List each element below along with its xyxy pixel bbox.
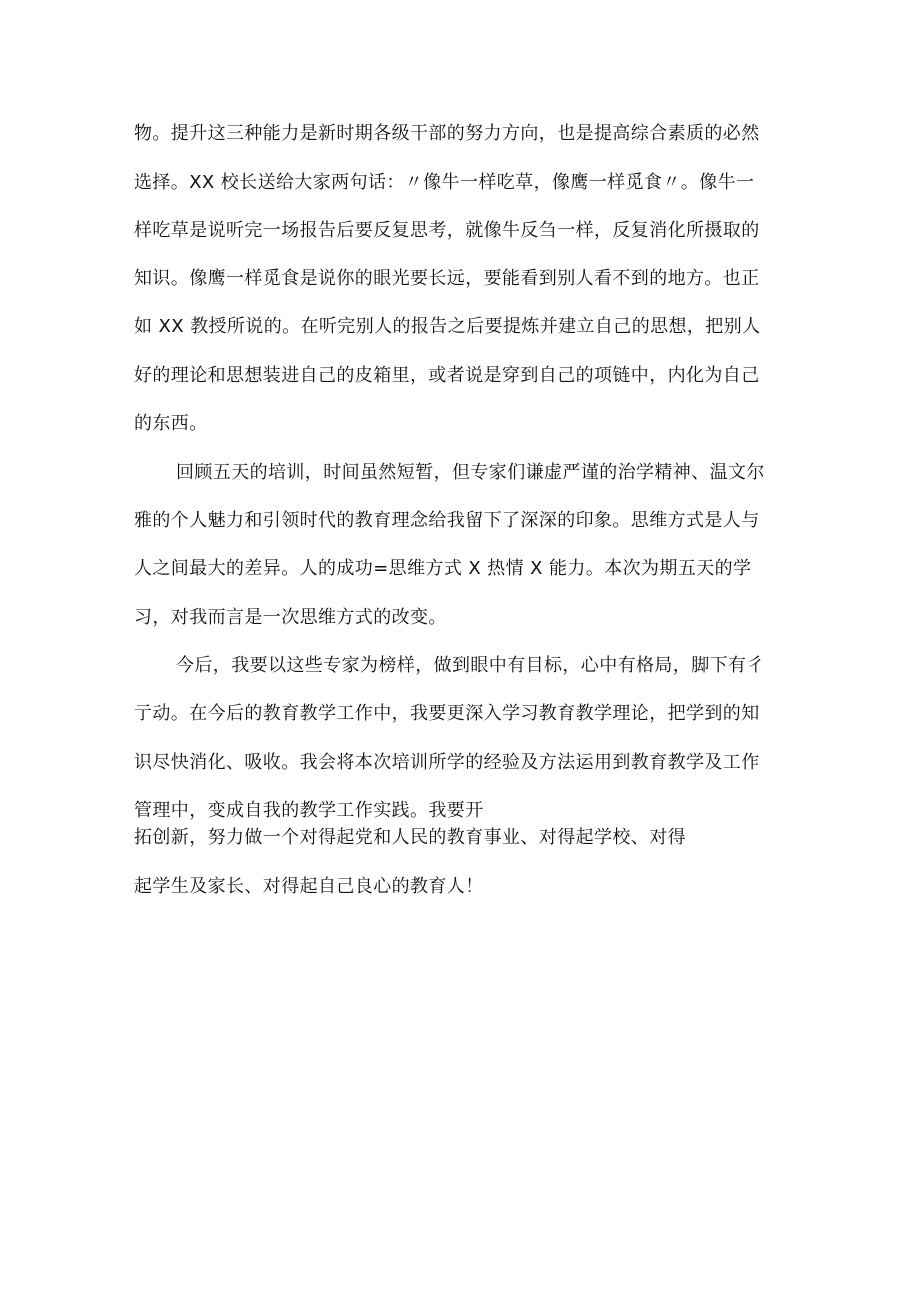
paragraph-1-line-5: 如 XX 教授所说的。在听完别人的报告之后要提炼并建立自己的思想，把别人 (134, 316, 761, 337)
paragraph-3-line-2: 亍动。在今后的教育教学工作中，我要更深入学习教育教学理论，把学到的知 (134, 703, 760, 724)
paragraph-3-line-3: 识尽快消化、吸收。我会将本次培训所学的经验及方法运用到教育教学及工作 (134, 752, 760, 773)
paragraph-3-line-6: 起学生及家长、对得起自己良心的教育人！ (134, 876, 484, 897)
paragraph-1-line-2: 选择。XX 校长送给大家两句话：〃像牛一样吃草，像鹰一样觅食〃。像牛一 (134, 172, 755, 193)
paragraph-3-line-4: 管理中，变成自我的教学工作实践。我要开 (134, 800, 484, 821)
paragraph-1-line-1: 物。提升这三种能力是新时期各级干部的努力方向，也是提高综合素质的必然 (134, 123, 760, 144)
paragraph-2-line-1: 回顾五天的培训，时间虽然短暂，但专家们谦虚严谨的治学精神、温文尔 (176, 462, 765, 483)
paragraph-2-line-3: 人之间最大的差异。人的成功=思维方式 X 热情 X 能力。本次为期五天的学 (134, 558, 752, 579)
paragraph-1-line-4: 知识。像鹰一样觅食是说你的眼光要长远，要能看到别人看不到的地方。也正 (134, 268, 760, 289)
paragraph-2-line-4: 习，对我而言是一次思维方式的改变。 (134, 607, 447, 628)
paragraph-3-line-5: 拓创新，努力做一个对得起党和人民的教育事业、对得起学校、对得 (134, 827, 686, 848)
paragraph-3-line-1: 今后，我要以这些专家为榜样，做到眼中有目标，心中有格局，脚下有彳 (176, 655, 765, 676)
paragraph-1-line-7: 的东西。 (134, 413, 208, 434)
paragraph-1-line-6: 好的理论和思想装进自己的皮箱里，或者说是穿到自己的项链中，内化为自己 (134, 365, 760, 386)
paragraph-1-line-3: 样吃草是说听完一场报告后要反复思考，就像牛反刍一样，反复消化所摄取的 (134, 220, 760, 241)
paragraph-2-line-2: 雅的个人魅力和引领时代的教育理念给我留下了深深的印象。思维方式是人与 (134, 510, 760, 531)
